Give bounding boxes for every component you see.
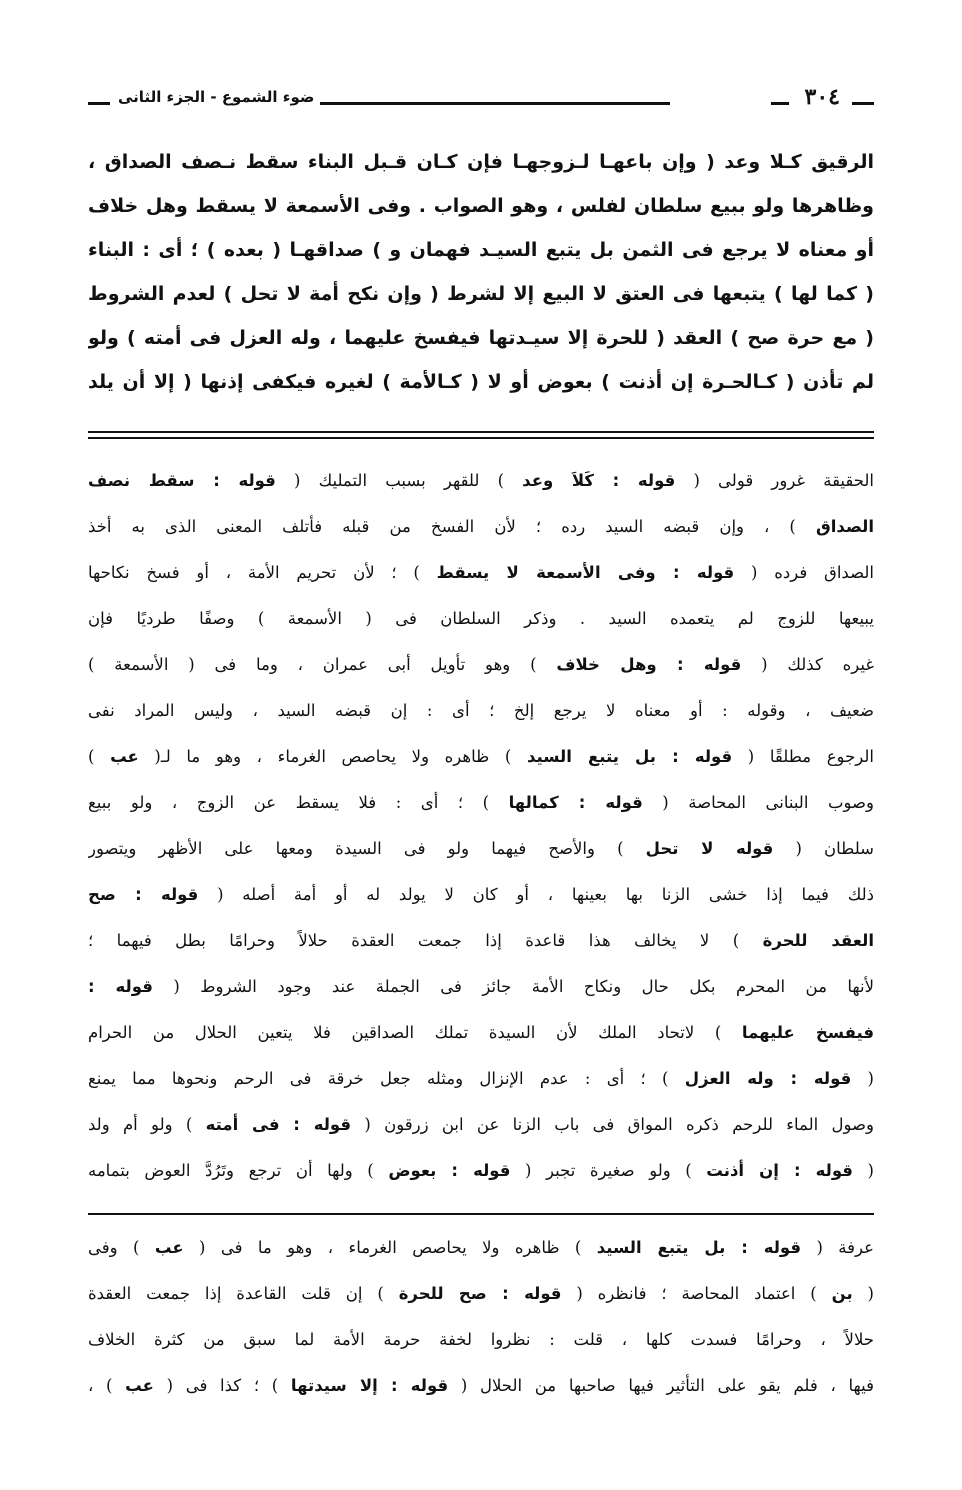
- commentary-line: [88, 872, 874, 918]
- lemma-quote: بن: [831, 1284, 853, 1303]
- commentary-text: الصداق فرده (: [734, 563, 874, 582]
- commentary-text: الحقيقة غرور قولى (: [675, 471, 874, 490]
- commentary-upper: [88, 458, 874, 1194]
- commentary-text: وصول الماء للرحم ذكره المواق فى باب الزنا عن ابن زرقون (: [351, 1115, 874, 1134]
- commentary-text: ذلك فيما إذا خشى الزنا بها بعينها ، أو كان لا يولد له أو أمة أصله (: [198, 885, 874, 904]
- header-rule-right: [852, 102, 874, 105]
- main-text: [88, 140, 874, 404]
- single-separator-rule: [88, 1213, 874, 1215]
- commentary-text: ) إن قلت القاعدة إذا جمعت العقدة: [88, 1284, 399, 1303]
- commentary-text: ) ؛ أى : فلا يسقط عن الزوج ، ولو ببيع: [88, 793, 509, 812]
- commentary-text: ) ؛ كذا فى (: [153, 1376, 291, 1395]
- commentary-line: [88, 1010, 874, 1056]
- commentary-text: ) اعتماد المحاصة ؛ فانظره (: [561, 1284, 832, 1303]
- commentary-line: [88, 918, 874, 964]
- lemma-quote: قوله : كمالها: [508, 793, 643, 812]
- commentary-text: ): [88, 747, 111, 766]
- commentary-line: [88, 1056, 874, 1102]
- commentary-text: الرجوع مطلقًا (: [732, 747, 874, 766]
- commentary-line: [88, 826, 874, 872]
- commentary-text: ) وهو تأويل أبى عمران ، وما فى ( الأسمعة ): [88, 655, 557, 674]
- commentary-text: ) لا يخالف هذا قاعدة إذا جمعت العقدة حلالاً وحرامًا بطل فيهما ؛: [88, 931, 763, 950]
- commentary-line: [88, 1102, 874, 1148]
- header-rule-left: [88, 102, 110, 105]
- commentary-text: (: [852, 1284, 874, 1303]
- lemma-quote: قوله : بعوض: [388, 1161, 511, 1180]
- commentary-text: ) لاتحاد الملك لأن السيدة تملك الصداقين فلا يتعين الحلال من الحرام: [88, 1023, 742, 1042]
- commentary-text: ) ، وإن قبضه السيد رده ؛ لأن الفسخ من قبله فأتلف المعنى الذى به أخذ: [88, 517, 816, 536]
- lemma-quote: عب: [110, 747, 139, 766]
- lemma-quote: قوله : كَلاَ وعد: [522, 471, 676, 490]
- commentary-line: [88, 688, 874, 734]
- header-rule-after-number: [771, 102, 789, 105]
- commentary-text: ) ؛ لأن تحريم الأمة ، أو فسخ نكاحها: [88, 563, 437, 582]
- lemma-quote: قوله : إلا سيدتها: [290, 1376, 449, 1395]
- commentary-text: فيها ، فلم يقو على التأثير فيها صاحبها من الحلال (: [448, 1376, 874, 1395]
- commentary-text: (: [851, 1069, 874, 1088]
- commentary-line: [88, 780, 874, 826]
- lemma-quote: قوله : صح للحرة: [398, 1284, 562, 1303]
- main-text-line: ( كما لها ) يتبعها فى العتق لا البيع إلا لشرط ( وإن نكح أمة لا تحل ) لعدم الشروط: [88, 283, 874, 305]
- commentary-text: ) والأصح فيهما ولو فى السيدة ومعها على الأظهر ويتصور: [88, 839, 646, 858]
- commentary-line: [88, 1317, 874, 1363]
- commentary-text: غيره كذلك (: [741, 655, 874, 674]
- commentary-text: سلطان (: [773, 839, 874, 858]
- main-text-line: لم تأذن ( كـالحـرة إن أذنت ) بعوض أو لا ( كـالأمة ) لغيره فيكفى إذنها ( إلا أن يلد: [88, 371, 874, 393]
- commentary-line: [88, 458, 874, 504]
- running-title: ضوء الشموع - الجزء الثانى: [118, 88, 315, 106]
- commentary-text: وصوب البنانى المحاصة (: [642, 793, 874, 812]
- page-number: ٣٠٤: [804, 84, 840, 110]
- commentary-text: ) وفى: [88, 1238, 155, 1257]
- lemma-quote: قوله : بل يتبع السيد: [596, 1238, 802, 1257]
- lemma-quote: قوله لا تحل: [645, 839, 774, 858]
- commentary-text: ) ؛ أى : عدم الإنزال ومثله جعل خرقة فى الرحم ونحوها مما يمنع: [88, 1069, 685, 1088]
- lemma-quote: فيفسخ عليهما: [741, 1023, 874, 1042]
- commentary-line: [88, 504, 874, 550]
- commentary-text: حلالاً ، وحرامًا فسدت كلها ، قلت : نظروا لخفة حرمة الأمة لما سبق من كثرة الخلاف: [88, 1330, 874, 1349]
- lemma-quote: قوله : وله العزل: [684, 1069, 852, 1088]
- lemma-quote: قوله : إن أذنت: [706, 1161, 853, 1180]
- commentary-text: ضعيف ، وقوله : أو معناه لا يرجع إلخ ؛ أى : إن قبضه السيد ، وليس المراد نفى: [88, 701, 874, 720]
- commentary-lower: [88, 1225, 874, 1409]
- commentary-text: ) ولها أن ترجع وتَرُدَّ العوض بتمامه: [88, 1161, 389, 1180]
- main-text-line: الرقيق كـلا وعد ( وإن باعهـا لـزوجهـا فإن كـان قـبل البناء سقط نـصف الصداق ،: [88, 151, 874, 173]
- lemma-quote: عب: [154, 1238, 184, 1257]
- lemma-quote: قوله : وفى الأسمعة لا يسقط: [436, 563, 735, 582]
- double-separator-rule: [88, 431, 874, 439]
- commentary-text: ) ظاهره ولا يحاصص الغرماء ، وهو ما لـ(: [138, 747, 527, 766]
- lemma-quote: قوله : صح: [88, 885, 199, 904]
- commentary-line: [88, 734, 874, 780]
- lemma-quote: قوله : فى أمته: [205, 1115, 352, 1134]
- main-text-line: وظاهرها ولو ببيع سلطان لفلس ، وهو الصواب . وفى الأسمعة لا يسقط وهل خلاف: [88, 195, 874, 217]
- commentary-text: ) ولو صغيرة تجبر (: [510, 1161, 707, 1180]
- commentary-line: [88, 642, 874, 688]
- commentary-line: [88, 964, 874, 1010]
- commentary-text: عرفة (: [801, 1238, 874, 1257]
- lemma-quote: قوله : وهل خلاف: [556, 655, 742, 674]
- lemma-quote: قوله : سقط نصف: [88, 471, 276, 490]
- header-rule-long: [320, 102, 670, 105]
- lemma-quote: العقد للحرة: [762, 931, 874, 950]
- commentary-line: [88, 550, 874, 596]
- commentary-text: ) للقهر بسبب التمليك (: [275, 471, 523, 490]
- commentary-line: [88, 1225, 874, 1271]
- commentary-text: (: [852, 1161, 874, 1180]
- lemma-quote: قوله :: [88, 977, 153, 996]
- main-text-line: أو معناه لا يرجع فى الثمن بل يتبع السيـد فهمان و ) صداقهـا ( بعده ) ؛ أى : البناء: [88, 239, 874, 261]
- commentary-text: ) ،: [88, 1376, 126, 1395]
- commentary-line: [88, 1271, 874, 1317]
- commentary-text: يبيعها للزوج لم يتعمده السيد . وذكر السلطان فى ( الأسمعة ) وصفًا طرديًا فإن: [88, 609, 874, 628]
- page-header: [88, 86, 874, 120]
- lemma-quote: قوله : بل يتبع السيد: [526, 747, 733, 766]
- commentary-text: ) ولو أم ولد: [88, 1115, 206, 1134]
- main-text-line: ( مع حرة صح ) العقد ( للحرة إلا سيـدتها فيفسخ عليهما ، وله العزل فى أمته ) ولو: [88, 327, 874, 349]
- commentary-line: [88, 1148, 874, 1194]
- commentary-line: [88, 1363, 874, 1409]
- commentary-text: ) ظاهره ولا يحاصص الغرماء ، وهو ما فى (: [183, 1238, 597, 1257]
- commentary-text: لأنها من المحرم بكل حال ونكاح الأمة جائز فى الجملة عند وجود الشروط (: [152, 977, 874, 996]
- commentary-line: [88, 596, 874, 642]
- lemma-quote: عب: [125, 1376, 154, 1395]
- lemma-quote: الصداق: [815, 517, 874, 536]
